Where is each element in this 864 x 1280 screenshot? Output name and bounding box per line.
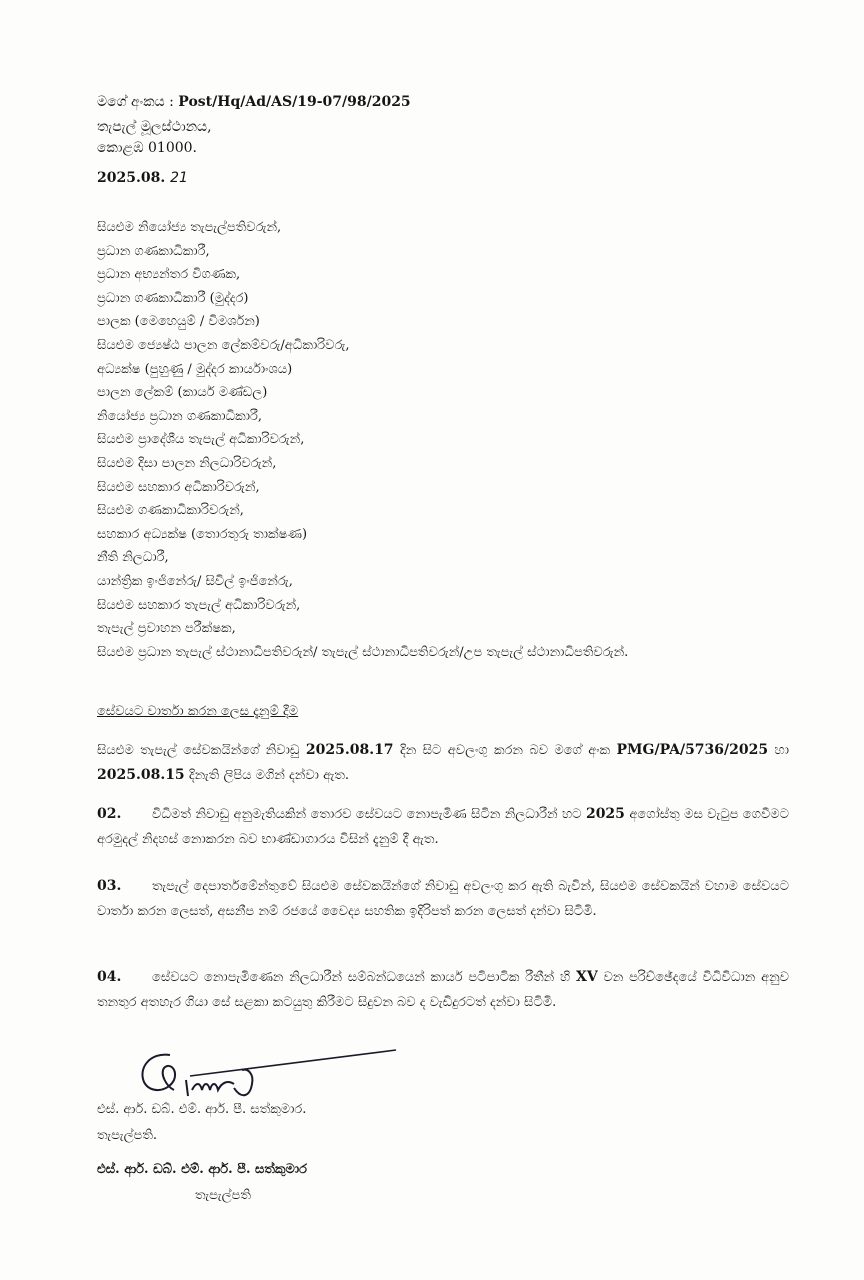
p2-year: 2025 bbox=[585, 806, 625, 822]
recipient-item: සියළුම නියෝජ්‍ය තැපැල්පතිවරුන්, bbox=[97, 220, 282, 235]
recipient-item: සියළුම සහකාර තැපැල් අධිකාරිවරුන්, bbox=[97, 597, 301, 613]
paragraph-2 bbox=[97, 802, 789, 852]
recipient-item: සියළුම ජ්‍යෙෂ්ඨ පාලන ලේකම්වරු/අධිකාරිවරු, bbox=[97, 337, 350, 353]
address-line-2: කොළඹ 01000. bbox=[97, 140, 198, 156]
recipient-item: පාලන ලේකම් (කාර්ය මණ්ඩල) bbox=[97, 385, 268, 401]
paragraph-number: 04. bbox=[97, 969, 122, 985]
recipient-item: ප්‍රධාන අභ්‍යන්තර විගණක, bbox=[97, 267, 241, 283]
p1-text-d: දිනැති ලිපිය මගින් දන්වා ඇත. bbox=[184, 768, 350, 783]
recipient-item: සියළුම දිසා පාලන නිලධාරිවරුන්, bbox=[97, 455, 277, 471]
p4-text-a: සේවයට නොපැමිණෙන නිලධාරීන් සම්බන්ධයෙන් කාර්ය පටිපාටික රීතීන් හි bbox=[152, 970, 576, 985]
recipient-item: නියෝජ්‍ය ප්‍රධාන ගණකාධිකාරී, bbox=[97, 408, 263, 424]
paragraph-number: 02. bbox=[97, 806, 122, 822]
paragraph-3 bbox=[97, 874, 789, 924]
signatory-name: එස්. ආර්. ඩබ්. එම්. ආර්. පී. සත්කුමාර. bbox=[97, 1102, 307, 1117]
reference-line bbox=[97, 92, 411, 112]
recipient-item: අධ්‍යක්ෂ (පුහුණු / මුද්දර කාර්යාංශය) bbox=[97, 361, 293, 377]
paragraph-number: 03. bbox=[97, 878, 122, 894]
reference-label: මගේ අංකය : bbox=[97, 94, 179, 110]
stamp-title: තැපැල්පති bbox=[195, 1188, 251, 1203]
subject-heading: සේවයට වාර්තා කරන ලෙස දැනුම් දීම bbox=[97, 704, 299, 719]
recipient-item: තැපැල් ප්‍රවාහන පරීක්ෂක, bbox=[97, 621, 236, 637]
p2-text-b: අගෝස්තු මස වැටුප ගෙවීමට අරමුදල් නිදහස් නොකරන බව භාණ්ඩාගාරය විසින් දැනුම් දී ඇත. bbox=[97, 807, 789, 847]
p1-date: 2025.08.17 bbox=[305, 742, 394, 758]
recipient-item: සියළුම ප්‍රාදේශීය තැපැල් අධිකාරිවරුන්, bbox=[97, 432, 305, 448]
reference-number: Post/Hq/Ad/AS/19-07/98/2025 bbox=[178, 94, 411, 110]
paragraph-4 bbox=[97, 965, 789, 1015]
p1-text-b: දින සිට අවලංගු කරන බව මගේ අංක bbox=[393, 743, 617, 758]
p3-text: තැපැල් දෙපාර්තමේන්තුවේ සියළුම සේවකයින්ගේ නිවාඩු අවලංගු කර ඇති බැවින්, සියළුම සේවකයින් වහාම සේවයට වාර්තා කරන ලෙසත්, අසනීප නම් රජයේ වෛද්‍ය සහතික ඉදිරිපත් කරන ලෙසත් දන්වා සිටිමි. bbox=[97, 879, 789, 919]
address-line-1: තැපැල් මූලස්ථානය, bbox=[97, 119, 212, 135]
p4-text-b: වන පරිච්ඡේදයේ විධිවිධාන අනුව තනතුර අතහැර ගියා සේ සළකා කටයුතු කිරීමට සිදුවන බව ද වැඩිදුරටත් දන්වා සිටිමි. bbox=[97, 970, 789, 1010]
paragraph-1 bbox=[97, 738, 789, 788]
recipient-item: ප්‍රධාන ගණකාධිකාරී, bbox=[97, 243, 210, 259]
date-printed: 2025.08. bbox=[97, 170, 171, 186]
recipient-item: නීති නිලධාරී, bbox=[97, 550, 169, 566]
p4-roman-numeral: XV bbox=[575, 969, 598, 985]
letter-date bbox=[97, 168, 188, 188]
date-handwritten: 21 bbox=[170, 170, 188, 186]
p1-text-a: සියළුම තැපැල් සේවකයින්ගේ නිවාඩු bbox=[97, 743, 306, 758]
recipient-list bbox=[97, 218, 628, 666]
recipient-item: සියළුම ප්‍රධාන තැපැල් ස්ථානාධිපතිවරුන්/ තැපැල් ස්ථානාධිපතිවරුන්/උප තැපැල් ස්ථානාධිපතිවරුන්. bbox=[97, 644, 629, 660]
recipient-item: පාලක (මෙහෙයුම් / විමර්ශන) bbox=[97, 314, 260, 330]
recipient-item: සහකාර අධ්‍යක්ෂ (තොරතුරු තාක්ෂණ) bbox=[97, 526, 308, 542]
p1-text-c: හා bbox=[768, 743, 789, 758]
signatory-title: තැපැල්පති. bbox=[97, 1128, 158, 1143]
p1-reference: PMG/PA/5736/2025 bbox=[616, 742, 769, 758]
p2-text-a: විධිමත් නිවාඩු අනුමැතියකින් තොරව සේවයට නොපැමිණ සිටින නිලධාරීන් හට bbox=[152, 807, 586, 822]
recipient-item: සියළුම ගණකාධිකාරිවරුන්, bbox=[97, 503, 244, 519]
p1-date-2: 2025.08.15 bbox=[97, 767, 185, 783]
recipient-item: සියළුම සහකාර අධිකාරිවරුන්, bbox=[97, 479, 260, 495]
recipient-item: ප්‍රධාන ගණකාධිකාරී (මුද්දර) bbox=[97, 290, 249, 306]
recipient-item: යාන්ත්‍රික ඉංජිනේරු/ සිවිල් ඉංජිනේරු, bbox=[97, 573, 293, 589]
stamp-name: එස්. ආර්. ඩබ්. එම්. ආර්. පී. සත්කුමාර bbox=[97, 1162, 307, 1177]
